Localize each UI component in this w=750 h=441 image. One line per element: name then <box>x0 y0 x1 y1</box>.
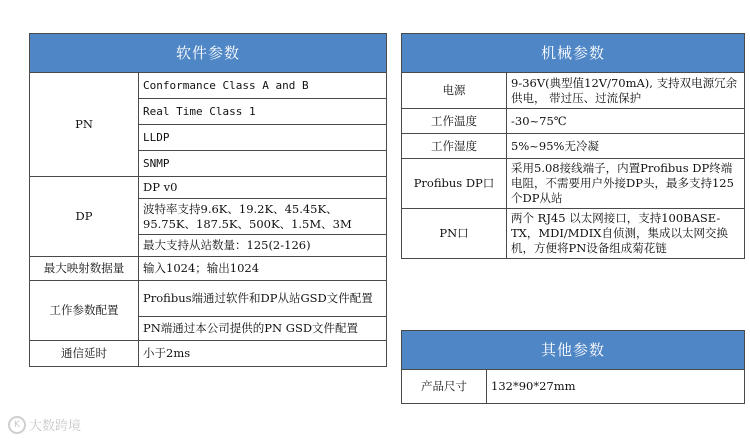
config-row: Profibus端通过软件和DP从站GSD文件配置 <box>139 281 387 317</box>
size-label: 产品尺寸 <box>402 370 487 404</box>
humidity-value: 5%~95%无冷凝 <box>507 134 745 159</box>
pn-port-value: 两个 RJ45 以太网接口，支持100BASE-TX，MDI/MDIX自侦测，集成以太网交换机，方便将PN设备组成菊花链 <box>507 209 745 259</box>
watermark <box>8 415 81 434</box>
dp-label: DP <box>30 177 139 257</box>
watermark-logo-icon: K <box>8 416 26 434</box>
mechanical-params-table <box>401 33 745 259</box>
other-params-table <box>401 330 745 404</box>
power-label: 电源 <box>402 73 507 109</box>
delay-label: 通信延时 <box>30 341 139 367</box>
pn-row: Real Time Class 1 <box>139 99 387 125</box>
delay-value: 小于2ms <box>139 341 387 367</box>
profibus-value: 采用5.08接线端子，内置Profibus DP终端电阻，不需要用户外接DP头，最多支持125个DP从站 <box>507 159 745 209</box>
pn-label: PN <box>30 73 139 177</box>
watermark-text: 大数跨境 <box>29 419 82 434</box>
map-label: 最大映射数据量 <box>30 257 139 281</box>
other-params-title: 其他参数 <box>402 331 745 370</box>
power-value: 9-36V(典型值12V/70mA), 支持双电源冗余供电， 带过压、过流保护 <box>507 73 745 109</box>
software-params-table <box>29 33 387 367</box>
pn-row: Conformance Class A and B <box>139 73 387 99</box>
mechanical-params-title: 机械参数 <box>402 34 745 73</box>
dp-row: 最大支持从站数量：125(2-126) <box>139 235 387 257</box>
map-value: 输入1024；输出1024 <box>139 257 387 281</box>
pn-row: SNMP <box>139 151 387 177</box>
temp-value: -30~75℃ <box>507 109 745 134</box>
config-label: 工作参数配置 <box>30 281 139 341</box>
pn-port-label: PN口 <box>402 209 507 259</box>
dp-row: 波特率支持9.6K、19.2K、45.45K、95.75K、187.5K、500K、1.5M、3M <box>139 199 387 235</box>
humidity-label: 工作湿度 <box>402 134 507 159</box>
profibus-label: Profibus DP口 <box>402 159 507 209</box>
size-value: 132*90*27mm <box>487 370 745 404</box>
dp-row: DP v0 <box>139 177 387 199</box>
pn-row: LLDP <box>139 125 387 151</box>
config-row: PN端通过本公司提供的PN GSD文件配置 <box>139 317 387 341</box>
software-params-title: 软件参数 <box>30 34 387 73</box>
temp-label: 工作温度 <box>402 109 507 134</box>
